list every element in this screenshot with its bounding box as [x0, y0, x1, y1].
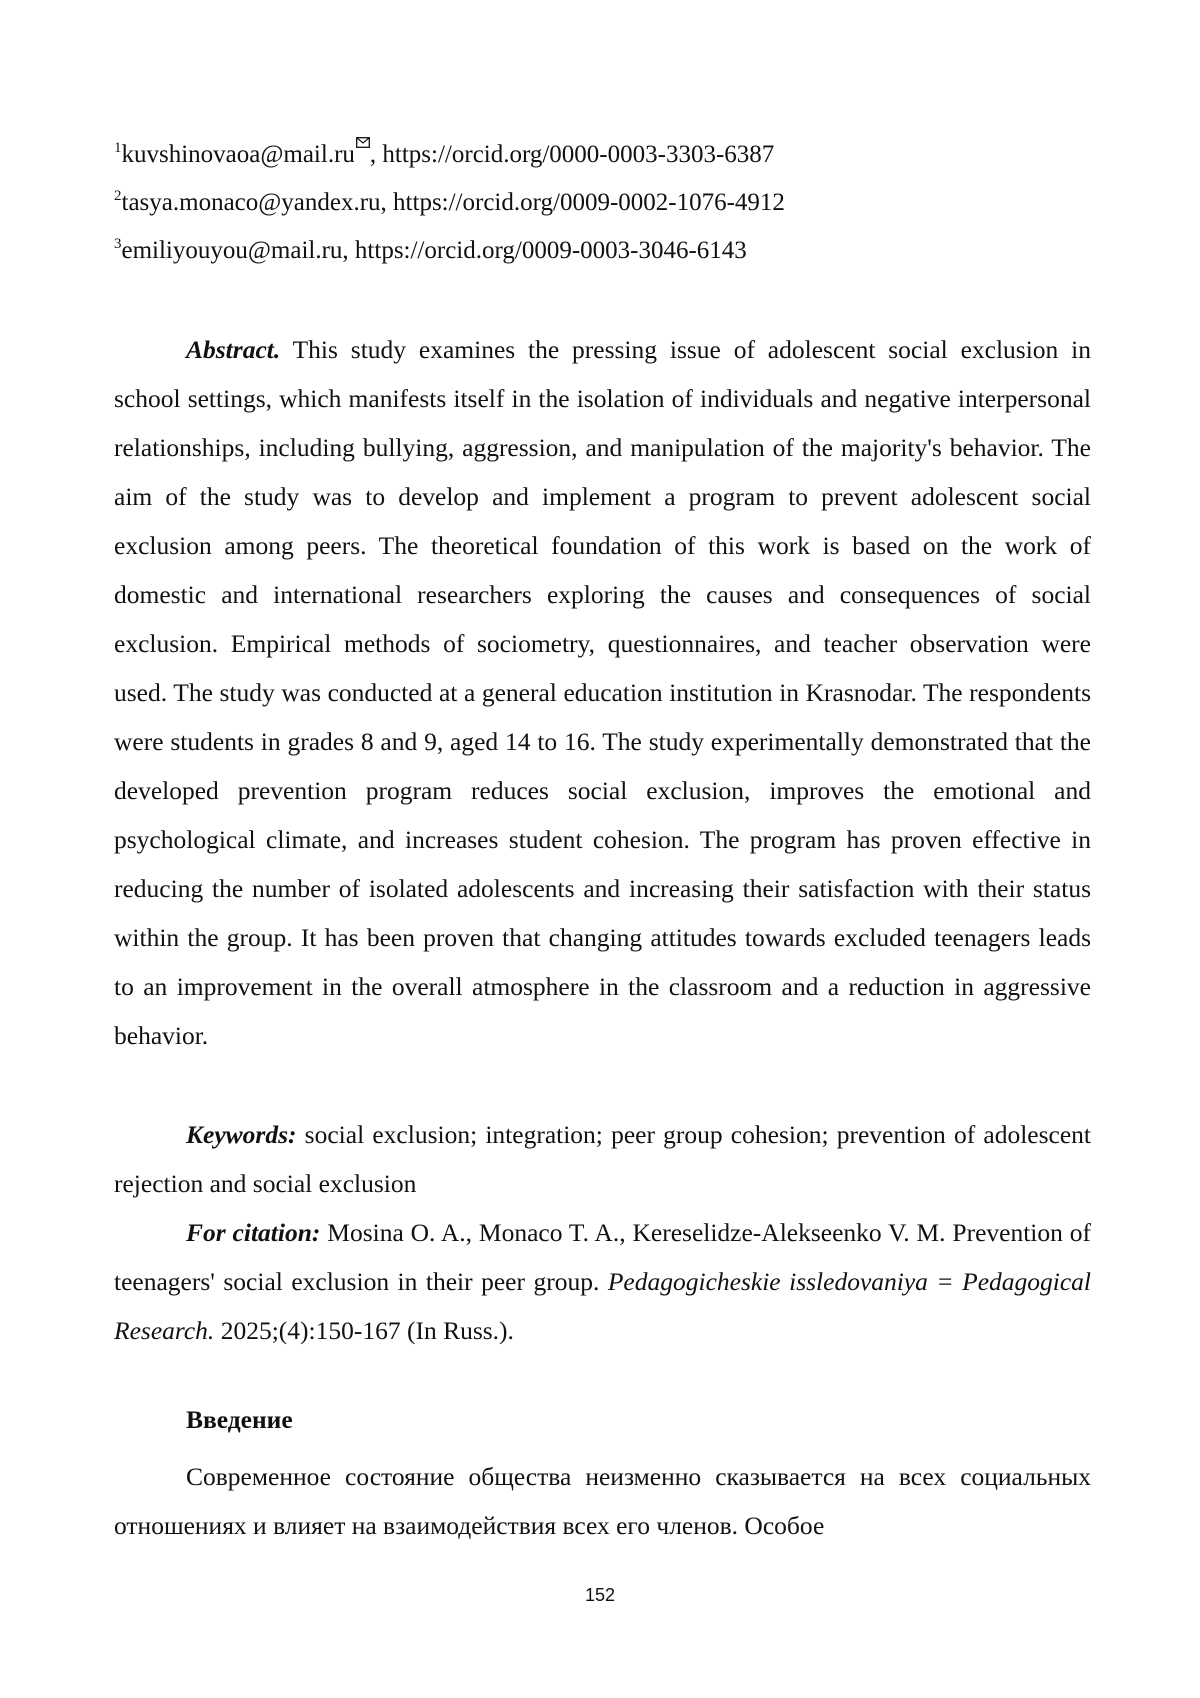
citation-label: For citation: [186, 1218, 321, 1247]
author-email-1[interactable]: kuvshinovaoa@mail.ru [121, 141, 355, 168]
abstract-paragraph [114, 325, 1091, 1060]
author-orcid-2[interactable]: https://orcid.org/0009-0002-1076-4912 [393, 189, 785, 216]
introduction-section [114, 1452, 1091, 1550]
author-contact-separator: , [380, 189, 394, 216]
author-orcid-3[interactable]: https://orcid.org/0009-0003-3046-6143 [354, 237, 747, 264]
author-index-2: 2 [114, 188, 122, 204]
citation-details: 2025;(4):150-167 (In Russ.). [214, 1316, 514, 1345]
author-contact-2 [114, 188, 1094, 218]
author-orcid-1[interactable]: https://orcid.org/0000-0003-3303-6387 [382, 141, 775, 168]
introduction-paragraph: Современное состояние общества неизменно сказывается на всех социальных отношениях и влияет на взаимодействия всех его членов. Особое [114, 1462, 1091, 1540]
author-contact-1 [114, 126, 1094, 170]
keywords-section [114, 1110, 1091, 1208]
author-index-3: 3 [114, 236, 122, 252]
citation-journal: Pedagogicheskie issledovaniya = Pedagogical Research. [114, 1267, 1092, 1345]
citation-authors-title: Mosina O. A., Monaco T. A., Kereselidze-Alekseenko V. M. Prevention of teenagers' social exclusion in their peer group. [114, 1218, 1091, 1296]
author-index-1: 1 [114, 140, 122, 156]
author-contacts [114, 126, 1094, 284]
abstract-section [114, 325, 1091, 1060]
keywords-text: social exclusion; integration; peer group cohesion; prevention of adolescent rejection and social exclusion [114, 1120, 1091, 1198]
author-email-3[interactable]: emiliyouyou@mail.ru [121, 237, 343, 264]
introduction-heading: Введение [186, 1405, 293, 1434]
keywords-paragraph [114, 1110, 1091, 1208]
author-email-2[interactable]: tasya.monaco@yandex.ru [121, 189, 381, 216]
author-contact-separator: , [342, 237, 355, 264]
author-contact-3 [114, 236, 1094, 266]
abstract-label: Abstract. [186, 335, 281, 364]
keywords-label: Keywords: [186, 1120, 297, 1149]
author-contact-separator: , [369, 141, 383, 168]
citation-section [114, 1208, 1091, 1355]
envelope-icon[interactable] [356, 126, 370, 137]
abstract-text: This study examines the pressing issue of adolescent social exclusion in school settings, which manifests itself in the isolation of individuals and negative interpersonal relationships, including bullying, aggression, and manipulation of the majority's behavior. The aim of the study was to develop and implement a program to prevent adolescent social exclusion among peers. The theoretical foundation of this work is based on the work of domestic and international researchers exploring the causes and consequences of social exclusion. Empirical methods of sociometry, questionnaires, and teacher observation were used. The study was conducted at a general education institution in Krasnodar. The respondents were students in grades 8 and 9, aged 14 to 16. The study experimentally demonstrated that the developed prevention program reduces social exclusion, improves the emotional and psychological climate, and increases student cohesion. The program has proven effective in reducing the number of isolated adolescents and increasing their satisfaction with their status within the group. It has been proven that changing attitudes towards excluded teenagers leads to an improvement in the overall atmosphere in the classroom and a reduction in aggressive behavior. [114, 335, 1091, 1050]
page-number: 152 [584, 1585, 616, 1605]
citation-paragraph [114, 1208, 1091, 1355]
